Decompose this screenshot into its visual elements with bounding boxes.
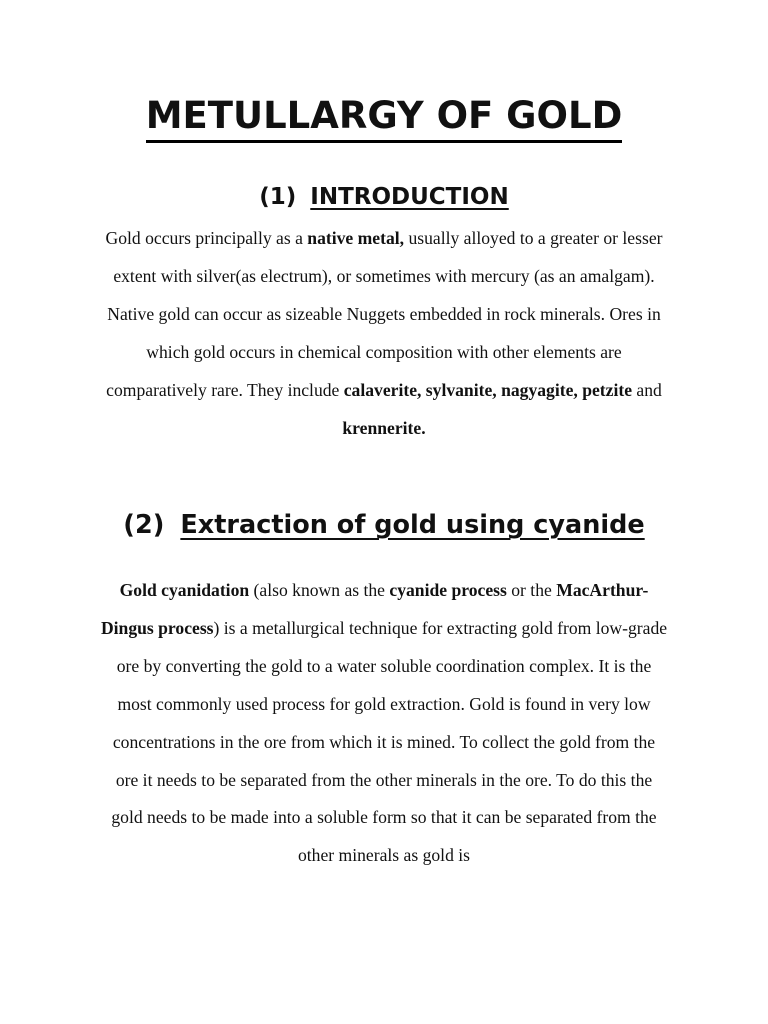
bold-text-run: native metal, [307,228,405,248]
section-1-heading [0,184,768,210]
section-2-title: Extraction of gold using cyanide [180,510,645,540]
bold-text-run: Gold cyanidation [119,580,250,600]
bold-text-run: cyanide process [389,580,507,600]
section-2-heading [0,510,768,540]
bold-text-run: calaverite, sylvanite, nagyagite, petzite [343,379,633,400]
document-title [0,92,768,143]
text-run: ) is a metallurgical technique for extracting gold from low-grade ore by converting the gold to a water soluble coordination complex. It is the most commonly used process for gold extraction. Gold is found in very low concentrations in the ore from which it is mined. To collect the gold from the ore it needs to be separated from the other minerals in the ore. To do this the gold needs to be made into a soluble form so that it can be separated from the other minerals as gold is [111,617,668,866]
bold-text-run: MacArthur-Dingus process [100,580,649,638]
section-2-number: (2) [123,510,165,540]
section-2-paragraph [100,572,668,875]
text-run: (also known as the [249,580,390,600]
section-1-paragraph [100,220,668,447]
section-1-number: (1) [259,184,297,210]
text-run: or the [506,580,557,600]
bold-text-run: krennerite. [342,417,426,438]
text-run: Gold occurs principally as a [105,228,308,248]
document-title-text: METULLARGY OF GOLD [146,92,623,143]
text-run: and [632,379,662,400]
text-run: usually alloyed to a greater or lesser extent with silver(as electrum), or sometimes with mercury (as an amalgam). Native gold can occur as sizeable Nuggets embedded in rock minerals. Ores in which gold occurs in chemical composition with other elements are comparatively rare. They include [106,228,663,400]
section-1-title: INTRODUCTION [310,184,509,210]
